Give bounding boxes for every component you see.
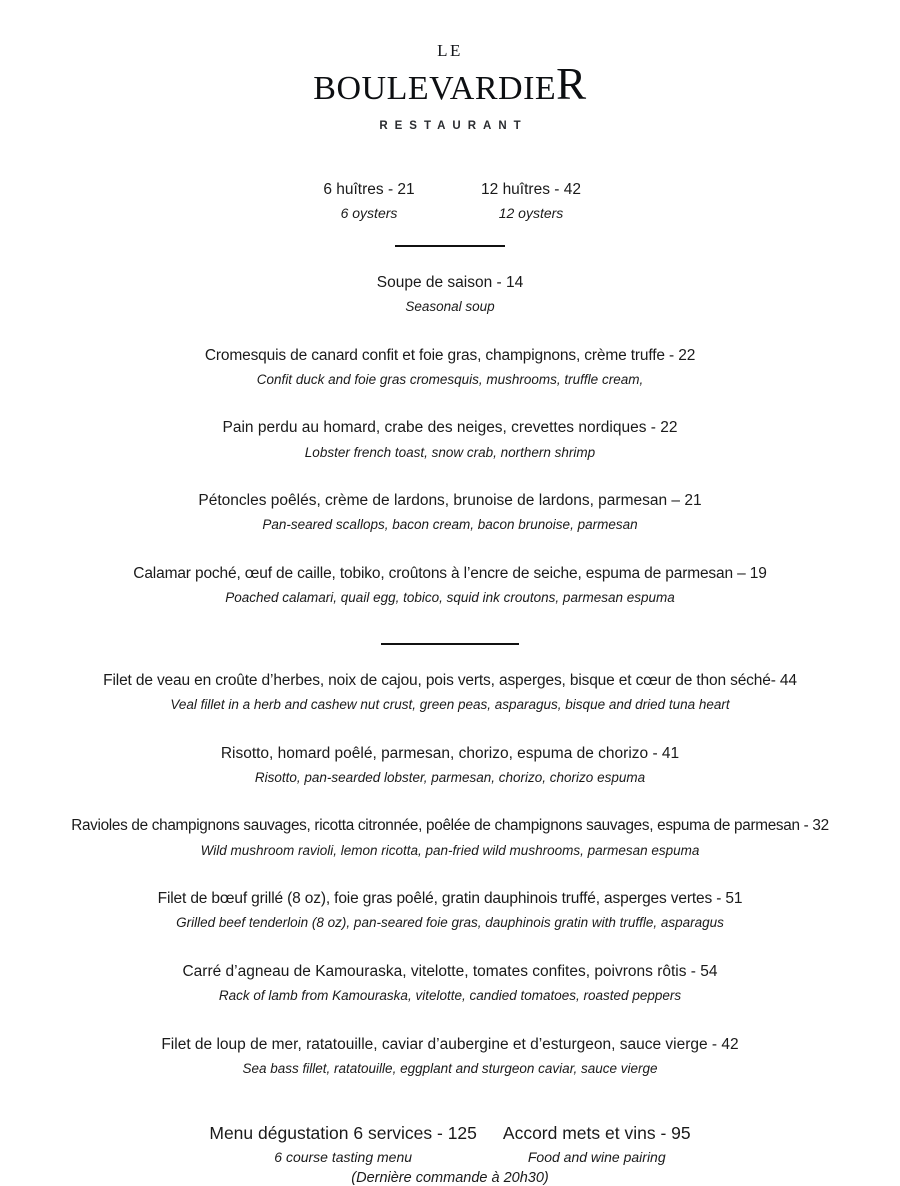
- oyster-name-en: 6 oysters: [340, 205, 398, 222]
- menu-item: [0, 960, 900, 1007]
- dish-name-en: Sea bass fillet, ratatouille, eggplant and sturgeon caviar, sauce vierge: [242, 1061, 658, 1077]
- wine-pairing-item: [503, 1120, 691, 1169]
- dish-name-fr: Cromesquis de canard confit et foie gras, champignons, crème truffe - 22: [204, 346, 696, 364]
- oyster-name-fr: 12 huîtres - 42: [481, 181, 581, 199]
- dish-name-fr: Filet de bœuf grillé (8 oz), foie gras poêlé, gratin dauphinois truffé, asperges vertes - 51: [157, 890, 743, 908]
- oyster-item: [304, 178, 434, 224]
- oyster-name-fr: 6 huîtres - 21: [323, 181, 415, 199]
- dish-name-fr: Filet de veau en croûte d’herbes, noix de cajou, pois verts, asperges, bisque et cœur de thon séché- 44: [103, 671, 797, 689]
- oyster-item: [466, 178, 596, 224]
- menu-item: [0, 887, 900, 934]
- logo-subtitle: RESTAURANT: [379, 120, 528, 133]
- dish-name-fr: Pétoncles poêlés, crème de lardons, brunoise de lardons, parmesan – 21: [198, 492, 702, 510]
- last-order-note: (Dernière commande à 20h30): [351, 1170, 549, 1186]
- wine-pairing-name-fr: Accord mets et vins - 95: [502, 1122, 691, 1143]
- section-divider-top: [395, 245, 505, 247]
- tasting-menu-item: [209, 1120, 477, 1169]
- starters-section: [0, 271, 900, 609]
- dish-name-fr: Filet de loup de mer, ratatouille, caviar d’aubergine et d’esturgeon, sauce vierge - 42: [161, 1035, 739, 1053]
- oyster-name-en: 12 oysters: [498, 205, 564, 222]
- dish-name-fr: Risotto, homard poêlé, parmesan, chorizo, espuma de chorizo - 41: [220, 744, 680, 762]
- section-divider-middle: [381, 643, 519, 645]
- tasting-menu-name-fr: Menu dégustation 6 services - 125: [209, 1122, 477, 1143]
- logo-wordmark-final-cap: R: [556, 59, 587, 109]
- dish-name-fr: Ravioles de champignons sauvages, ricotta citronnée, poêlée de champignons sauvages, espuma de parmesan - 32: [71, 816, 829, 834]
- tasting-menu-row: [0, 1120, 900, 1169]
- menu-item: [0, 344, 900, 391]
- dish-name-en: Lobster french toast, snow crab, northern shrimp: [304, 444, 596, 460]
- menu-item: [0, 1033, 900, 1080]
- dish-name-en: Confit duck and foie gras cromesquis, mushrooms, truffle cream,: [256, 371, 644, 387]
- mains-section: [0, 669, 900, 1080]
- tasting-menu-section: [0, 1120, 900, 1186]
- dish-name-en: Wild mushroom ravioli, lemon ricotta, pan-fried wild mushrooms, parmesan espuma: [200, 842, 700, 858]
- dish-name-en: Veal fillet in a herb and cashew nut crust, green peas, asparagus, bisque and dried tuna heart: [170, 697, 730, 713]
- logo-wordmark: [0, 61, 900, 108]
- oysters-section: [0, 178, 900, 224]
- restaurant-logo: [0, 0, 900, 132]
- dish-name-en: Rack of lamb from Kamouraska, vitelotte, candied tomatoes, roasted peppers: [218, 988, 682, 1004]
- dish-name-en: Pan-seared scallops, bacon cream, bacon brunoise, parmesan: [262, 517, 638, 533]
- wine-pairing-name-en: Food and wine pairing: [527, 1148, 666, 1165]
- dish-name-en: Seasonal soup: [405, 298, 495, 314]
- dish-name-fr: Soupe de saison - 14: [376, 273, 524, 291]
- dish-name-en: Poached calamari, quail egg, tobico, squid ink croutons, parmesan espuma: [225, 590, 675, 606]
- tasting-menu-name-en: 6 course tasting menu: [274, 1148, 413, 1165]
- menu-item: [0, 669, 900, 716]
- menu-item: [0, 416, 900, 463]
- logo-prefix: LE: [437, 41, 463, 60]
- dish-name-fr: Pain perdu au homard, crabe des neiges, crevettes nordiques - 22: [222, 419, 678, 437]
- menu-item: [0, 815, 900, 862]
- menu-item: [0, 489, 900, 536]
- dish-name-fr: Calamar poché, œuf de caille, tobiko, croûtons à l’encre de seiche, espuma de parmesan – 19: [133, 565, 767, 583]
- dish-name-en: Risotto, pan-searded lobster, parmesan, chorizo, chorizo espuma: [254, 769, 646, 785]
- menu-item: [0, 742, 900, 789]
- dish-name-en: Grilled beef tenderloin (8 oz), pan-seared foie gras, dauphinois gratin with truffle, asparagus: [176, 915, 724, 931]
- logo-wordmark-smallcaps: BOULEVARDIE: [313, 70, 557, 107]
- dish-name-fr: Carré d’agneau de Kamouraska, vitelotte, tomates confites, poivrons rôtis - 54: [182, 962, 718, 980]
- menu-item: [0, 271, 900, 318]
- menu-item: [0, 562, 900, 609]
